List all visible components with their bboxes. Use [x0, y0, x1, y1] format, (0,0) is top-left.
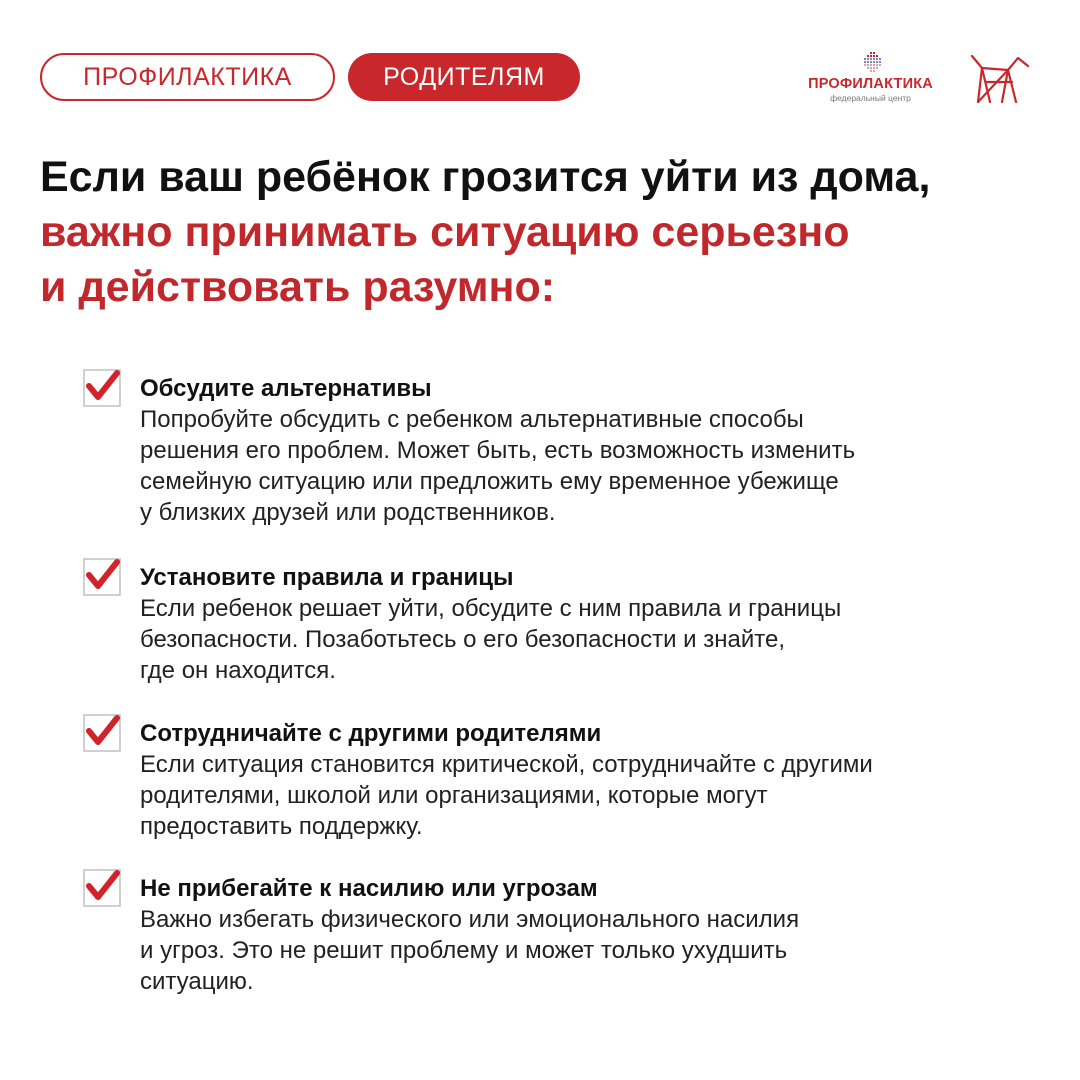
item-title: Установите правила и границы [140, 564, 514, 591]
headline [40, 150, 1060, 315]
logo-title: ПРОФИЛАКТИКА [808, 76, 933, 92]
item-body: Если ребенок решает уйти, обсудите с ним правила и границы безопасности. Позаботьтесь о его безопасности и знайте, где он находится. [140, 595, 842, 684]
item-title: Сотрудничайте с другими родителями [140, 720, 602, 747]
tag-profilaktika: ПРОФИЛАКТИКА [40, 53, 335, 101]
headline-line-1: Если ваш ребёнок грозится уйти из дома, [40, 153, 931, 201]
tag-parents: РОДИТЕЛЯМ [348, 53, 580, 101]
logo-subtitle: федеральный центр [830, 93, 911, 103]
checkbox-check-icon [82, 368, 122, 408]
item-body: Попробуйте обсудить с ребенком альтернативные способы решения его проблем. Может быть, есть возможность изменить семейную ситуацию или предложить ему временное убежище у близких друзей или родственников. [140, 406, 856, 526]
item-body: Если ситуация становится критической, сотрудничайте с другими родителями, школой или организациями, которые могут предоставить поддержку. [140, 751, 873, 840]
checkbox-check-icon [82, 868, 122, 908]
item-title: Обсудите альтернативы [140, 375, 432, 402]
item-title: Не прибегайте к насилию или угрозам [140, 875, 598, 902]
checkbox-check-icon [82, 713, 122, 753]
item-body: Важно избегать физического или эмоционального насилия и угроз. Это не решит проблему и может только ухудшить ситуацию. [140, 906, 800, 995]
horse-logo-icon [968, 52, 1032, 104]
checkbox-check-icon [82, 557, 122, 597]
profilaktika-logo [808, 50, 933, 105]
dots-logo-icon [862, 52, 884, 74]
headline-line-2: важно принимать ситуацию серьезно [40, 208, 850, 256]
headline-line-3: и действовать разумно: [40, 263, 556, 311]
